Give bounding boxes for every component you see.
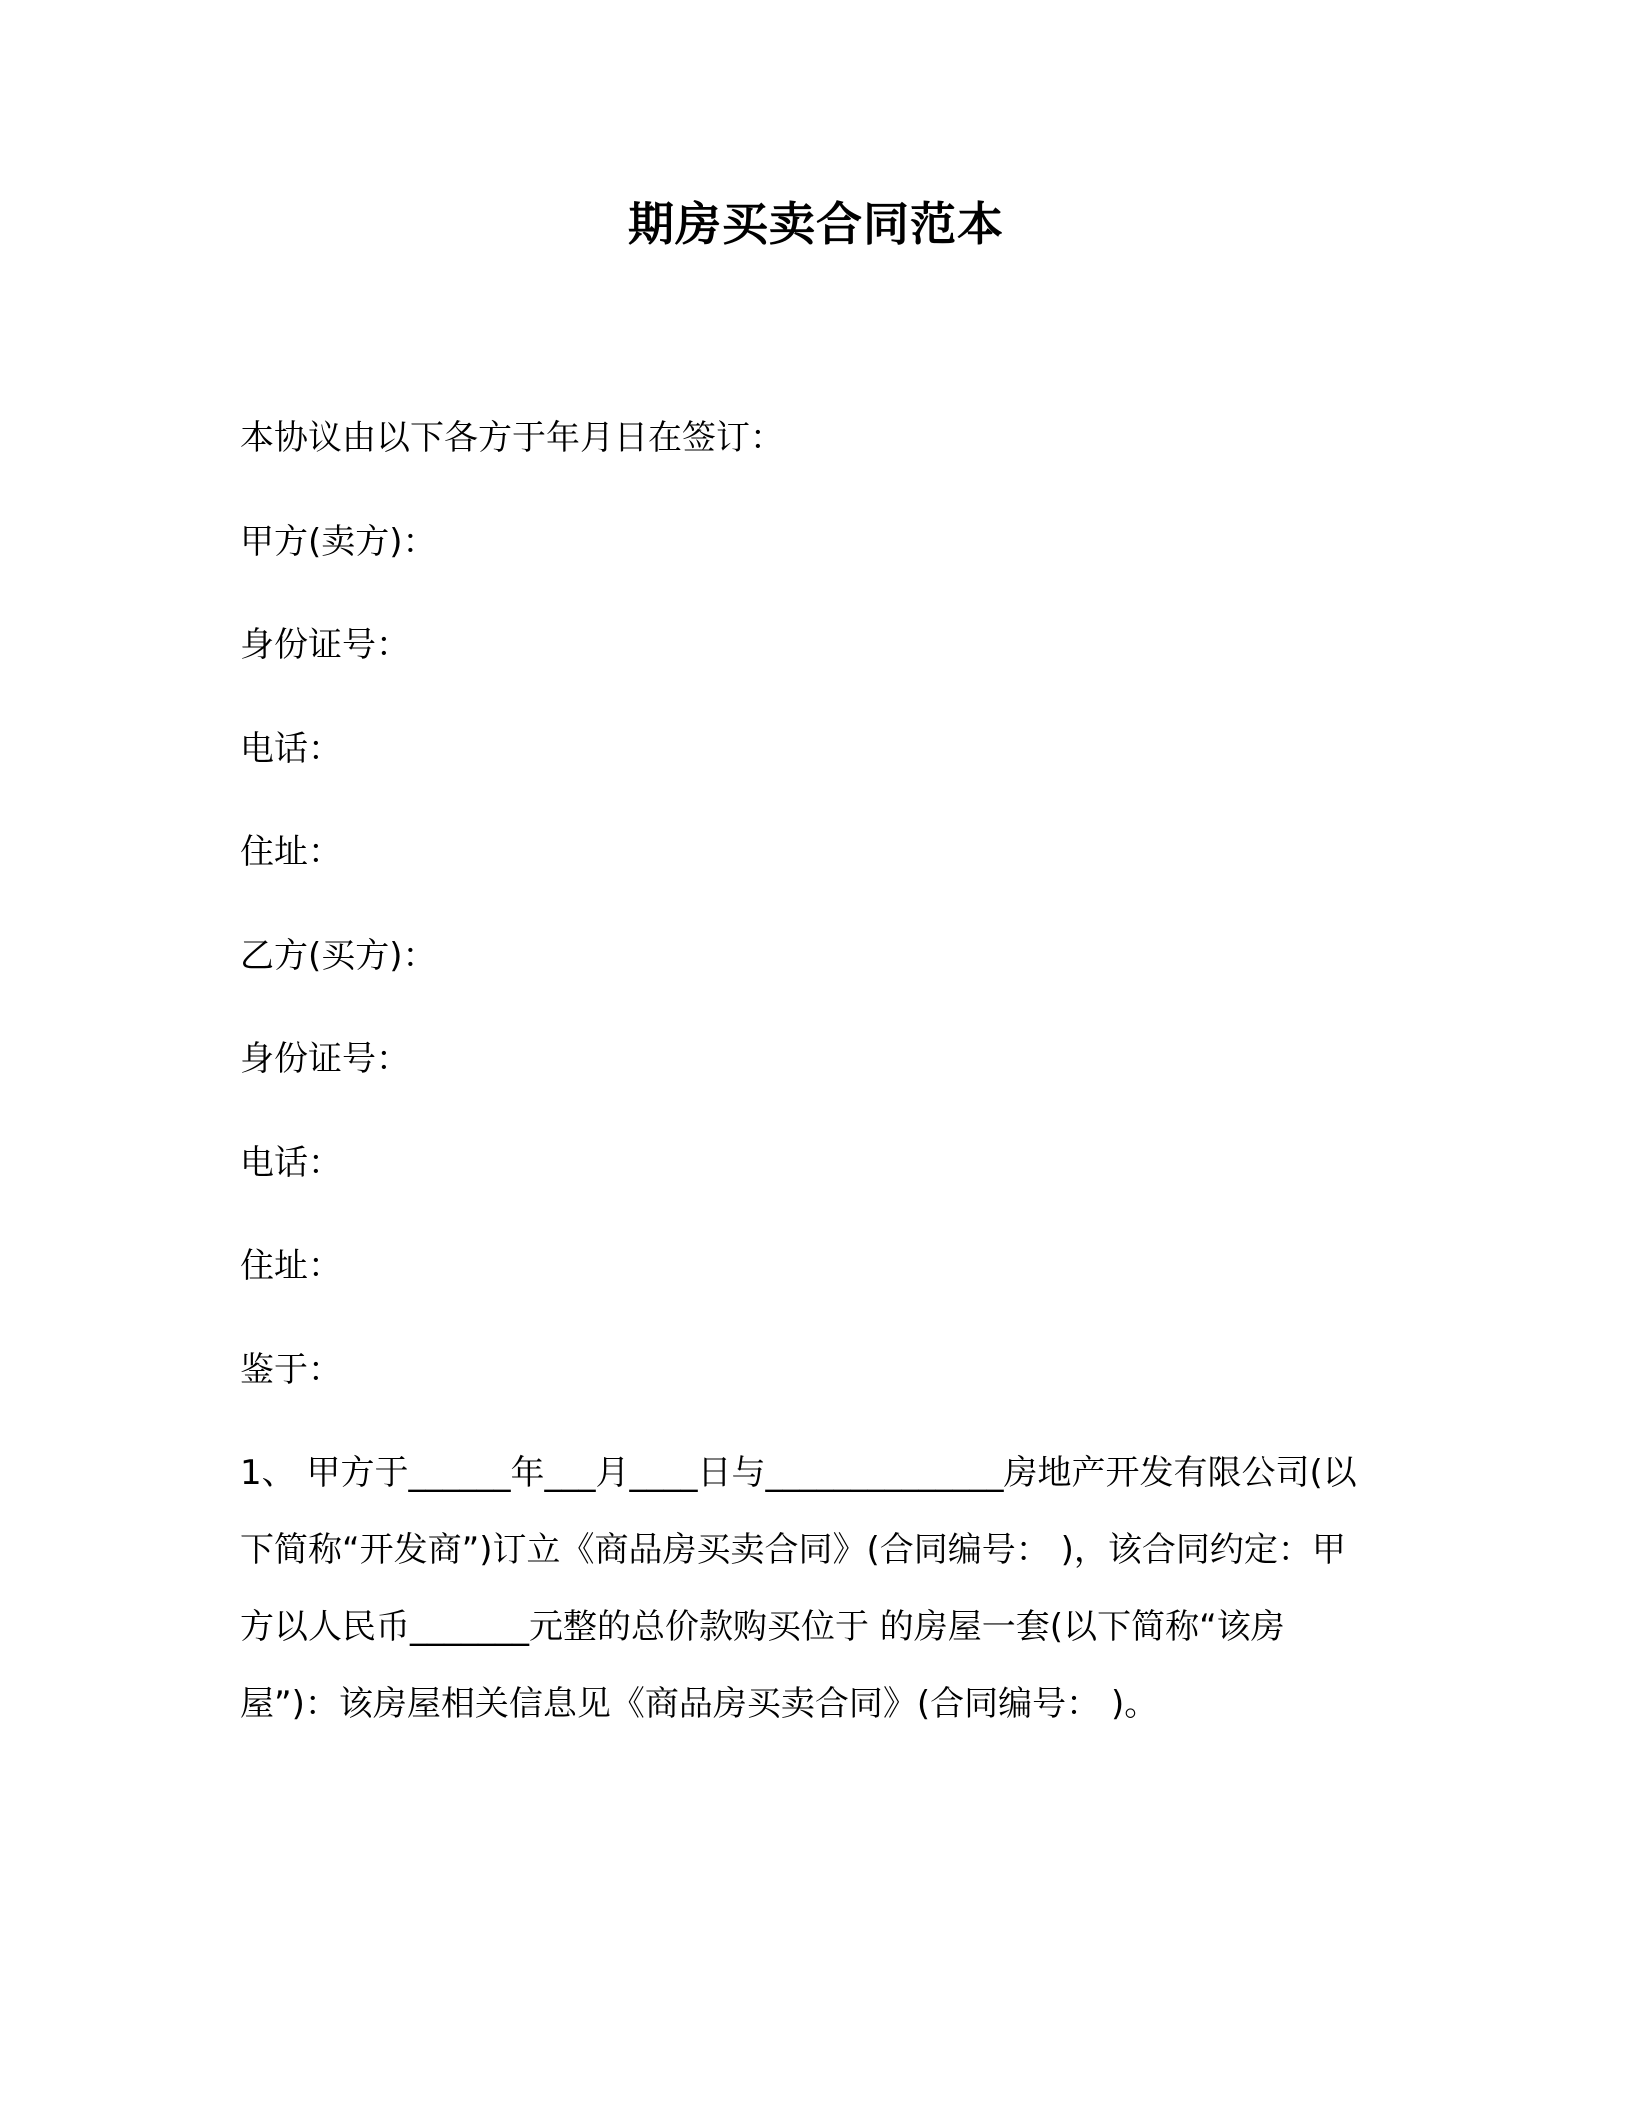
document-body [240, 418, 1368, 1743]
party-a-label: 甲方(卖方)： [240, 521, 437, 562]
whereas-label: 鉴于： [240, 1349, 342, 1390]
party-b-id-number: 身份证号： [240, 1039, 410, 1079]
party-b-label: 乙方(买方)： [240, 935, 437, 976]
signing-statement: 本协议由以下各方于年月日在签订： [240, 418, 784, 458]
party-b-phone: 电话： [240, 1142, 342, 1183]
party-b-address: 住址： [240, 1246, 342, 1286]
party-a-phone: 电话： [240, 728, 342, 769]
party-a-address: 住址： [240, 832, 342, 872]
clause-1-paragraph: 1、 甲方于______年___月____日与______________房地产开发有限公司(以下简称“开发商”)订立《商品房买卖合同》(合同编号： )，该合同约定：甲方以人民币_______元整的总价款购买位于 的房屋一套(以下简称“该房屋”)：该房屋相关信息见《商品房买卖合同》(合同编号： )。 [240, 1453, 1357, 1724]
document-title: 期房买卖合同范本 [628, 197, 1004, 251]
party-a-id-number: 身份证号： [240, 625, 410, 665]
